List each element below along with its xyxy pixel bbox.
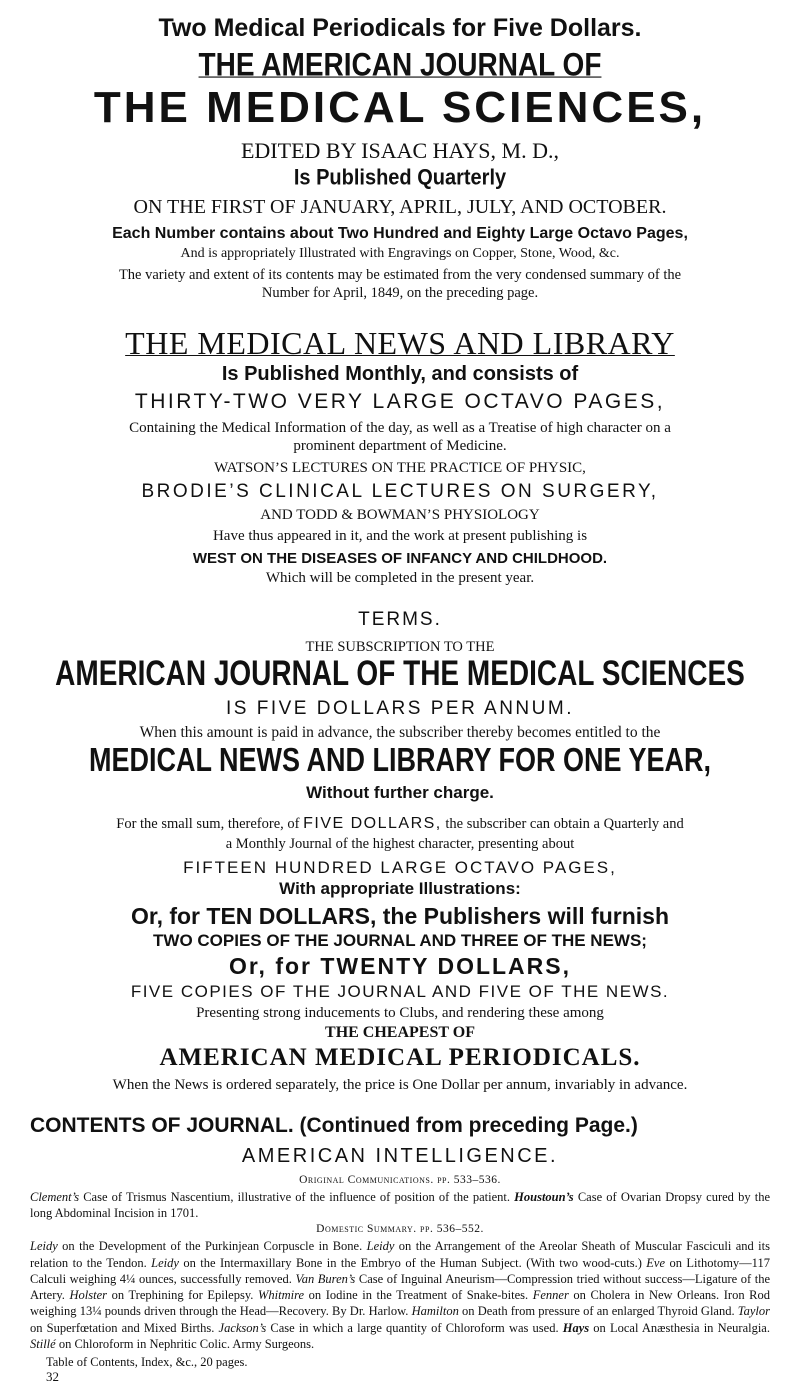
subscription-line: THE SUBSCRIPTION TO THE bbox=[305, 638, 495, 655]
or-twenty-dollars: Or, for TWENTY DOLLARS, bbox=[228, 952, 572, 979]
domestic-summary: Domestic Summary. pp. 536–552. bbox=[316, 1223, 484, 1236]
journal-full-title: AMERICAN JOURNAL OF THE MEDICAL SCIENCES bbox=[55, 653, 745, 693]
five-copies: FIVE COPIES OF THE JOURNAL AND FIVE OF THE NEWS. bbox=[130, 982, 670, 1002]
table-of-contents-line: Table of Contents, Index, &c., 20 pages. bbox=[46, 1355, 248, 1370]
small-sum-line-2: a Monthly Journal of the highest character, presenting about bbox=[225, 835, 575, 852]
author-leidy-3: Leidy bbox=[151, 1255, 179, 1270]
two-copies: TWO COPIES OF THE JOURNAL AND THREE OF THE NEWS; bbox=[153, 931, 647, 951]
variety-line-1: The variety and extent of its contents may be estimated from the very condensed summary of the bbox=[118, 267, 682, 284]
each-number: Each Number contains about Two Hundred and Eighty Large Octavo Pages, bbox=[112, 224, 688, 242]
entry-stille: on Chloroform in Nephritic Colic. Army Surgeons. bbox=[55, 1336, 315, 1351]
entry-fenner: on Cholera in New Orleans. Iron Rod weighing 13¼ pounds driven through the Head—Recovery. By Dr. Harlow. bbox=[30, 1288, 771, 1319]
fifteen-hundred-pages: FIFTEEN HUNDRED LARGE OCTAVO PAGES, bbox=[183, 857, 617, 877]
watson-lectures: WATSON’S LECTURES ON THE PRACTICE OF PHYSIC, bbox=[214, 460, 586, 476]
author-holster: Holster bbox=[69, 1288, 108, 1303]
author-houstoun: Houstoun’s bbox=[514, 1189, 574, 1204]
west-diseases: WEST ON THE DISEASES OF INFANCY AND CHILDHOOD. bbox=[192, 549, 608, 567]
journal-subject: THE MEDICAL SCIENCES, bbox=[93, 82, 707, 132]
news-containing-2: prominent department of Medicine. bbox=[293, 438, 507, 455]
small-sum-part-1: For the small sum, therefore, of bbox=[116, 816, 300, 833]
author-stille: Stillé bbox=[30, 1336, 56, 1351]
with-illustrations: With appropriate Illustrations: bbox=[279, 879, 521, 899]
entry-leidy-2: on the Arrangement of the Areolar Sheath of Muscular Fasciculi and its relation to the Tendon. bbox=[30, 1239, 770, 1270]
small-sum-part-2: the subscriber can obtain a Quarterly and bbox=[445, 816, 684, 833]
entry-van-buren: Case of Inguinal Aneurism—Compression tried without success—Ligature of the Artery. bbox=[30, 1271, 771, 1303]
news-published: Is Published Monthly, and consists of bbox=[221, 363, 579, 386]
brodie-lectures: BRODIE’S CLINICAL LECTURES ON SURGERY, bbox=[141, 481, 659, 503]
author-eve: Eve bbox=[646, 1255, 666, 1270]
presenting-inducements: Presenting strong inducements to Clubs, and rendering these among bbox=[196, 1004, 604, 1021]
page-number: 32 bbox=[46, 1369, 59, 1385]
contents-heading: CONTENTS OF JOURNAL. (Continued from preceding Page.) bbox=[30, 1114, 638, 1138]
todd-bowman: AND TODD & BOWMAN’S PHYSIOLOGY bbox=[260, 507, 540, 524]
domestic-summary-text bbox=[30, 1238, 770, 1352]
news-one-year: MEDICAL NEWS AND LIBRARY FOR ONE YEAR, bbox=[88, 741, 712, 780]
illustrated-line: And is appropriately Illustrated with Engravings on Copper, Stone, Wood, &c. bbox=[180, 246, 620, 262]
price-line: IS FIVE DOLLARS PER ANNUM. bbox=[226, 697, 574, 719]
entry-houstoun: Case of Ovarian Dropsy cured by the long Abdominal Incision in 1701. bbox=[30, 1189, 771, 1220]
entry-hamilton: on Death from pressure of an enlarged Thyroid Gland. bbox=[458, 1304, 738, 1319]
news-pages: THIRTY-TWO VERY LARGE OCTAVO PAGES, bbox=[134, 390, 666, 414]
small-sum-line bbox=[30, 814, 770, 835]
entry-holster: on Trephining for Epilepsy. bbox=[107, 1288, 258, 1303]
entry-hays: on Local Anæsthesia in Neuralgia. bbox=[589, 1320, 770, 1335]
or-ten-dollars: Or, for TEN DOLLARS, the Publishers will furnish bbox=[131, 902, 669, 929]
editor-line: EDITED BY ISAAC HAYS, M. D., bbox=[240, 137, 559, 163]
american-medical-periodicals: AMERICAN MEDICAL PERIODICALS. bbox=[159, 1044, 641, 1072]
entry-eve: on Lithotomy—117 Calculi weighing 4¼ ounces, successfully removed. bbox=[30, 1255, 770, 1286]
author-hamilton: Hamilton bbox=[411, 1304, 459, 1319]
variety-line-2: Number for April, 1849, on the preceding page. bbox=[261, 285, 539, 302]
author-taylor: Taylor bbox=[737, 1304, 770, 1319]
when-paid-line: When this amount is paid in advance, the subscriber thereby becomes entitled to the bbox=[139, 723, 661, 741]
top-heading: Two Medical Periodicals for Five Dollars. bbox=[158, 14, 642, 42]
five-dollars-inline: FIVE DOLLARS, bbox=[303, 815, 442, 833]
original-communications-text bbox=[30, 1189, 770, 1222]
news-containing-1: Containing the Medical Information of the day, as well as a Treatise of high character on a bbox=[129, 419, 671, 436]
entry-whitmire: on Iodine in the Treatment of Snake-bites. bbox=[304, 1288, 533, 1303]
author-jackson: Jackson’s bbox=[218, 1320, 267, 1335]
journal-title: THE AMERICAN JOURNAL OF bbox=[198, 46, 602, 82]
author-leidy-2: Leidy bbox=[366, 1239, 395, 1254]
entry-jackson: Case in which a large quantity of Chloroform was used. bbox=[266, 1320, 563, 1335]
news-title: THE MEDICAL NEWS AND LIBRARY bbox=[125, 324, 675, 361]
completed-line: Which will be completed in the present year. bbox=[265, 569, 535, 586]
publication-dates: ON THE FIRST OF JANUARY, APRIL, JULY, AND OCTOBER. bbox=[133, 195, 667, 218]
terms-heading: TERMS. bbox=[358, 609, 442, 631]
author-hays: Hays bbox=[562, 1320, 590, 1335]
entry-clement: Case of Trismus Nascentium, illustrative of the influence of position of the patient. bbox=[79, 1189, 515, 1204]
american-intelligence: AMERICAN INTELLIGENCE. bbox=[241, 1144, 559, 1167]
entry-leidy-1: on the Development of the Purkinjean Corpuscle in Bone. bbox=[57, 1239, 367, 1254]
without-charge: Without further charge. bbox=[306, 782, 494, 802]
original-communications: Original Communications. pp. 533–536. bbox=[299, 1173, 501, 1186]
entry-taylor: on Superfœtation and Mixed Births. bbox=[30, 1320, 219, 1335]
author-fenner: Fenner bbox=[532, 1288, 569, 1303]
author-whitmire: Whitmire bbox=[257, 1288, 305, 1303]
author-van-buren: Van Buren’s bbox=[295, 1271, 356, 1286]
have-appeared: Have thus appeared in it, and the work at present publishing is bbox=[212, 528, 588, 545]
published-quarterly: Is Published Quarterly bbox=[293, 165, 507, 190]
author-leidy-1: Leidy bbox=[30, 1239, 58, 1254]
news-separately: When the News is ordered separately, the price is One Dollar per annum, invariably in advance. bbox=[112, 1077, 688, 1094]
advertisement-page bbox=[30, 0, 770, 1385]
entry-leidy-3: on the Intermaxillary Bone in the Embryo of the Human Subject. (With two wood-cuts.) bbox=[178, 1255, 647, 1270]
author-clement: Clement’s bbox=[30, 1189, 80, 1204]
cheapest-of: THE CHEAPEST OF bbox=[325, 1024, 475, 1041]
